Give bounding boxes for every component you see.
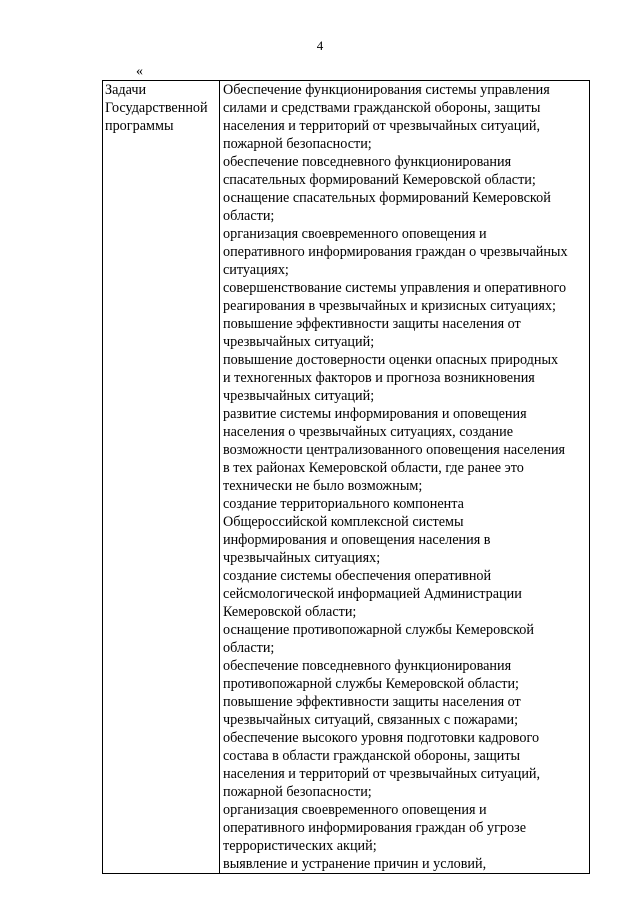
task-text-line: создание территориального компонента [223, 496, 464, 512]
table-row [103, 81, 590, 874]
task-text-line: создание системы обеспечения оперативной [223, 568, 492, 584]
task-text-line: сейсмологической информацией Администрации [223, 586, 522, 602]
task-text-line: повышение эффективности защиты населения от [223, 316, 521, 332]
task-text-line: обеспечение повседневного функционирования [223, 154, 512, 170]
opening-quote-mark: « [136, 64, 143, 79]
row-content-cell [220, 81, 590, 874]
task-text-line: Кемеровской области; [223, 604, 357, 620]
task-text-line: области; [223, 640, 275, 656]
task-text-line: пожарной безопасности; [223, 784, 372, 800]
task-text-line: Общероссийской комплексной системы [223, 514, 464, 530]
task-text-line: совершенствование системы управления и оперативного [223, 280, 567, 296]
task-text-line: реагирования в чрезвычайных и кризисных ситуациях; [223, 298, 556, 314]
task-text-line: оснащение противопожарной службы Кемеровской [223, 622, 534, 638]
task-text-line: и техногенных факторов и прогноза возникновения [223, 370, 535, 386]
task-text-line: развитие системы информирования и оповещения [223, 406, 527, 422]
task-text-line: чрезвычайных ситуаций, связанных с пожарами; [223, 712, 519, 728]
task-text-line: пожарной безопасности; [223, 136, 372, 152]
task-text-line: населения и территорий от чрезвычайных ситуаций, [223, 766, 541, 782]
task-text-line: населения и территорий от чрезвычайных ситуаций, [223, 118, 541, 134]
task-text-line: возможности централизованного оповещения населения [223, 442, 566, 458]
task-text-line: повышение эффективности защиты населения от [223, 694, 521, 710]
row-label-line: Государственной [105, 100, 208, 116]
task-text-line: спасательных формирований Кемеровской области; [223, 172, 536, 188]
task-text-line: чрезвычайных ситуаций; [223, 388, 375, 404]
task-text-line: организация своевременного оповещения и [223, 226, 487, 242]
task-text-line: населения о чрезвычайных ситуациях, создание [223, 424, 513, 440]
task-text-line: оперативного информирования граждан об угрозе [223, 820, 526, 836]
program-tasks-table [102, 80, 590, 874]
task-text-line: повышение достоверности оценки опасных природных [223, 352, 559, 368]
task-text-line: Обеспечение функционирования системы управления [223, 82, 550, 98]
task-text-line: технически не было возможным; [223, 478, 423, 494]
task-text-line: информирования и оповещения населения в [223, 532, 491, 548]
task-text-line: террористических акций; [223, 838, 377, 854]
page-number: 4 [316, 38, 324, 53]
task-text-line: области; [223, 208, 275, 224]
task-text-line: противопожарной службы Кемеровской области; [223, 676, 519, 692]
task-text-line: организация своевременного оповещения и [223, 802, 487, 818]
task-text-line: обеспечение высокого уровня подготовки кадрового [223, 730, 540, 746]
task-text-line: оснащение спасательных формирований Кемеровской [223, 190, 551, 206]
task-text-line: состава в области гражданской обороны, защиты [223, 748, 521, 764]
task-text-line: ситуациях; [223, 262, 289, 278]
row-label-line: программы [105, 118, 174, 134]
task-text-line: обеспечение повседневного функционирования [223, 658, 512, 674]
row-label-cell [103, 81, 220, 874]
task-text-line: чрезвычайных ситуаций; [223, 334, 375, 350]
task-text-line: оперативного информирования граждан о чрезвычайных [223, 244, 568, 260]
task-text-line: чрезвычайных ситуациях; [223, 550, 381, 566]
task-text-line: в тех районах Кемеровской области, где ранее это [223, 460, 524, 476]
task-text-line: выявление и устранение причин и условий, [223, 856, 487, 872]
row-label-line: Задачи [105, 82, 147, 98]
task-text-line: силами и средствами гражданской обороны, защиты [223, 100, 541, 116]
